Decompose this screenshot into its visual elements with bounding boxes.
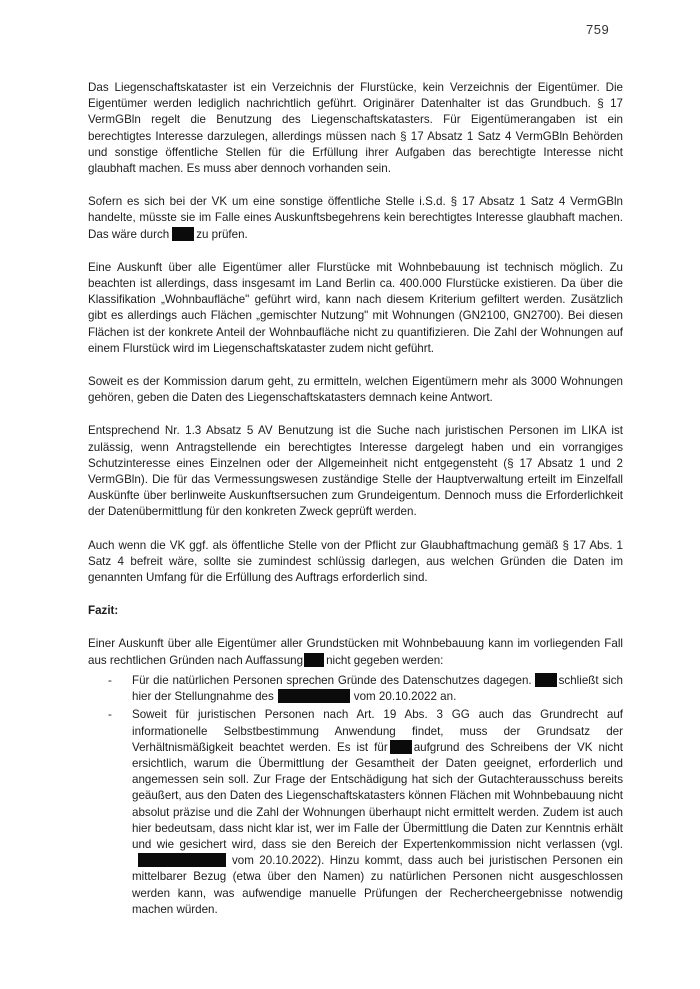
redaction-box [535, 673, 557, 687]
redaction-box [390, 740, 412, 754]
paragraph-public-body [88, 194, 623, 243]
paragraph-credibility: Auch wenn die VK ggf. als öffentliche Stelle von der Pflicht zur Glaubhaftmachung gemäß § 17 Abs. 1 Satz 4 befreit wäre, sollte sie zumindest schlüssig darlegen, aus welchen Gründen die Daten im genannten Umfang für die Erfüllung des Auftrags erforderlich sind. [88, 538, 623, 585]
paragraph-text: nicht gegeben werden: [326, 653, 444, 667]
paragraph-text: Einer Auskunft über alle Eigentümer aller Grundstücken mit Wohnbebauung kann im vorliegenden Fall aus rechtlichen Gründen nach Auffassung [88, 637, 623, 667]
page-number: 759 [586, 22, 610, 37]
paragraph-cadastre-definition: Das Liegenschaftskataster ist ein Verzeichnis der Flurstücke, kein Verzeichnis der Eigentümer. Die Eigentümer werden lediglich nachrichtlich geführt. Originärer Datenhalter ist das Grundbuch. § 17 VermGBln regelt die Benutzung des Liegenschaftskatasters. Für Eigentümerangaben ist ein berechtigtes Interesse darzulegen, allerdings müssen nach § 17 Absatz 1 Satz 4 VermGBln Behörden und sonstige öffentliche Stellen für die Erfüllung ihrer Aufgaben das berechtigte Interesse nicht glaubhaft machen. Es muss aber dennoch vorhanden sein. [88, 81, 623, 176]
paragraph-commission-goal: Soweit es der Kommission darum geht, zu ermitteln, welchen Eigentümern mehr als 3000 Wohnungen gehören, geben die Daten des Liegenschaftskatasters demnach keine Antwort. [88, 375, 623, 405]
list-dash: - [108, 708, 112, 722]
list-item [108, 673, 623, 705]
conclusion-list [88, 673, 623, 918]
list-item-text: vom 20.10.2022 an. [353, 690, 457, 704]
redaction-box [304, 653, 324, 667]
list-item-text: Für die natürlichen Personen sprechen Gründe des Datenschutzes dagegen. [132, 673, 532, 687]
paragraph-conclusion [88, 636, 623, 668]
list-item [108, 707, 623, 918]
redaction-box [278, 689, 350, 703]
list-item-text: schließt sich hier der Stellungnahme des [132, 673, 623, 704]
paragraph-text: zu prüfen. [196, 227, 248, 241]
list-item-text: vom 20.10.2022). Hinzu kommt, dass auch bei juristischen Personen ein mittelbarer Bezug (etwa über den Namen) zu natürlichen Personen nicht ausgeschlossen werden kann, was aufwendige manuelle Prüfungen der Rechercheergebnisse notwendig machen würden. [132, 854, 623, 916]
list-item-text: Soweit für juristischen Personen nach Art. 19 Abs. 3 GG auch das Grundrecht auf informationelle Selbstbestimmung Anwendung findet, muss der Grundsatz der Verhältnismäßigkeit beachtet werden. Es ist für [132, 708, 623, 754]
redaction-box [138, 853, 226, 867]
list-item-text: aufgrund des Schreibens der VK nicht ersichtlich, warum die Übermittlung der Gesamtheit der Daten geeignet, erforderlich und angemessen sein soll. Zur Frage der Entschädigung hat sich der Gutachterausschuss bereits geäußert, aus den Daten des Liegenschaftskatasters können Flächen mit Wohnbebauung nicht absolut präzise und die Zahl der Wohnungen überhaupt nicht ermittelt werden. Zudem ist auch hier bedeutsam, dass nicht klar ist, wer im Falle der Übermittlung die Daten zur Kenntnis erhält und wie gesichert wird, dass sie den Bereich der Expertenkommission nicht verlassen (vgl. [132, 740, 623, 851]
conclusion-heading: Fazit: [88, 604, 119, 618]
redaction-box [172, 227, 194, 241]
paragraph-technical-feasibility: Eine Auskunft über alle Eigentümer aller Flurstücke mit Wohnbebauung ist technisch möglich. Zu beachten ist allerdings, dass insgesamt im Land Berlin ca. 400.000 Flurstücke existieren. Da über die Klassifikation „Wohnbaufläche" geführt wird, kann nach diesem Kriterium gefiltert werden. Zusätzlich gibt es allerdings auch Flächen „gemischter Nutzung" mit Wohnungen (GN2100, GN2700). Bei diesen Flächen ist der konkrete Anteil der Wohnbaufläche nicht zu quantifizieren. Die Zahl der Wohnungen auf einem Flurstück wird im Liegenschaftskataster zudem nicht geführt. [88, 260, 623, 355]
list-dash: - [108, 673, 112, 687]
paragraph-text: Sofern es sich bei der VK um eine sonstige öffentliche Stelle i.S.d. § 17 Absatz 1 Satz 4 VermGBln handelte, müsste sie im Falle eines Auskunftsbegehrens kein berechtigtes Interesse glaubhaft machen. Das wäre durch [88, 195, 623, 241]
paragraph-legal-entities: Entsprechend Nr. 1.3 Absatz 5 AV Benutzung ist die Suche nach juristischen Personen im LIKA ist zulässig, wenn Antragstellende ein berechtigtes Interesse dargelegt haben und ein vorrangiges Schutzinteresse eines Einzelnen oder der Allgemeinheit nicht entgegensteht (§ 17 Absatz 1 und 2 VermGBln). Die für das Vermessungswesen zuständige Stelle der Hauptverwaltung erteilt im Einzelfall Auskünfte über berlinweite Auskunftsersuchen zum Grundeigentum. Dennoch muss die Erforderlichkeit der Datenübermittlung für den konkreten Zweck geprüft werden. [88, 424, 623, 519]
document-body [88, 80, 623, 920]
